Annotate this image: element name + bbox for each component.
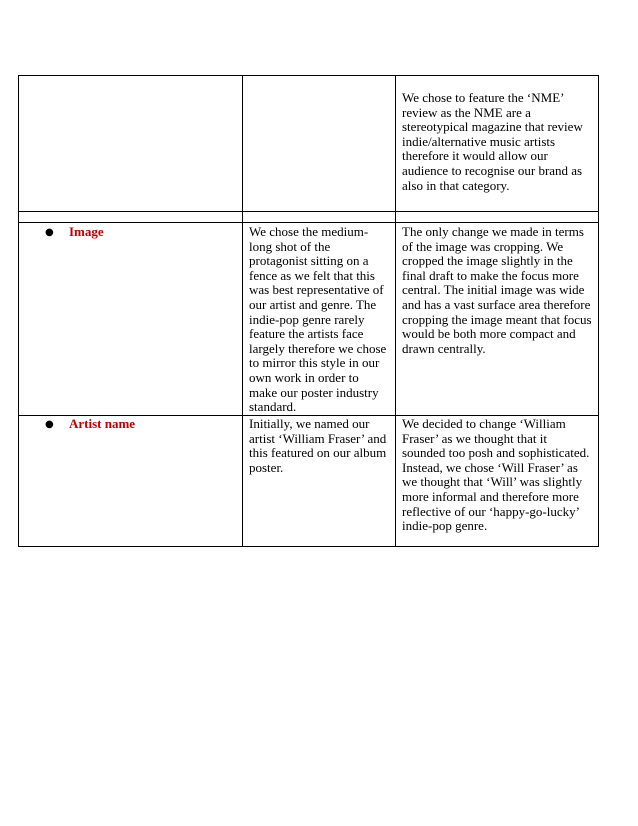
table-cell-change — [396, 76, 599, 212]
table-cell-original — [243, 212, 396, 223]
table-row — [19, 416, 599, 547]
table-row — [19, 76, 599, 212]
bullet-icon: ● — [45, 227, 54, 238]
bullet-item — [25, 417, 236, 432]
bullet-icon: ● — [45, 419, 54, 430]
original-text: We chose the medium-long shot of the protagonist sitting on a fence as we felt that this was best representative of our artist and genre. The indie-pop genre rarely feature the artists face largely therefore we chose to mirror this style in our own work in order to make our poster industry standard. — [249, 224, 387, 415]
table-cell-original — [243, 416, 396, 547]
original-text: Initially, we named our artist ‘William Fraser’ and this featured on our album poster. — [249, 416, 387, 475]
table-cell-label — [19, 223, 243, 416]
row-label-image: Image — [69, 224, 104, 239]
table-cell-change — [396, 223, 599, 416]
table-cell-change — [396, 212, 599, 223]
table-cell-original — [243, 76, 396, 212]
table-row — [19, 223, 599, 416]
row-label-artist-name: Artist name — [69, 416, 136, 431]
table-cell-label — [19, 416, 243, 547]
table-cell-change — [396, 416, 599, 547]
evaluation-table — [18, 75, 599, 547]
table-cell-label — [19, 76, 243, 212]
table-cell-label — [19, 212, 243, 223]
table-row — [19, 212, 599, 223]
table-cell-original — [243, 223, 396, 416]
change-text: We decided to change ‘William Fraser’ as we thought that it sounded too posh and sophisticated. Instead, we chose ‘Will Fraser’ as we thought that ‘Will’ was slightly more informal and therefore more reflective of our ‘happy-go-lucky’ indie-pop genre. — [402, 416, 590, 534]
change-text: We chose to feature the ‘NME’ review as the NME are a stereotypical magazine that review indie/alternative music artists therefore it would allow our audience to recognise our brand as also in that category. — [402, 90, 583, 193]
change-text: The only change we made in terms of the image was cropping. We cropped the image slightly in the final draft to make the focus more central. The initial image was wide and has a vast surface area therefore cropping the image meant that focus would be both more compact and drawn centrally. — [402, 224, 592, 356]
bullet-item — [25, 225, 236, 240]
